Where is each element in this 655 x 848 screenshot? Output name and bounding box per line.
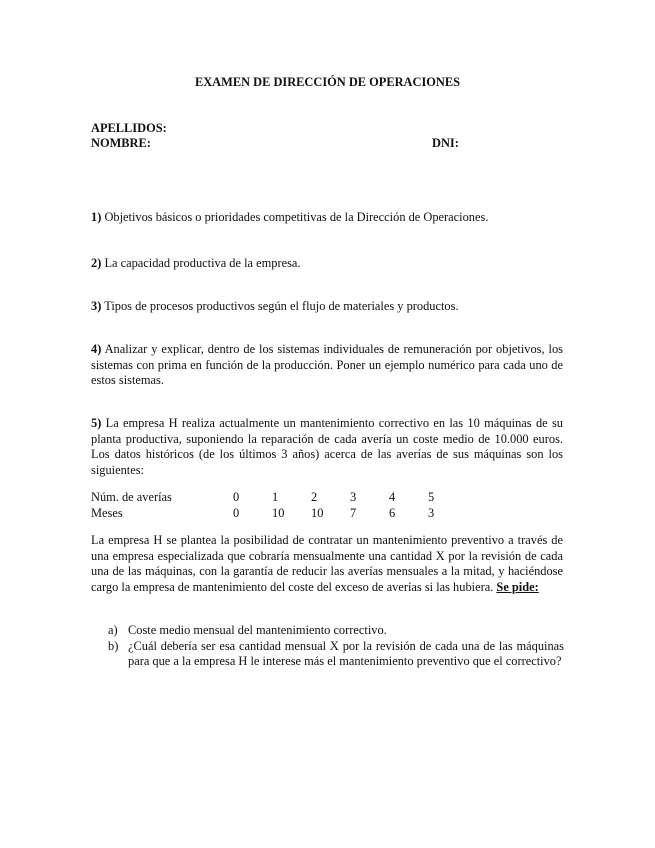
table-cell: 3 bbox=[350, 490, 357, 504]
table-cell: 2 bbox=[311, 490, 318, 504]
row-label: Núm. de averías bbox=[91, 490, 172, 504]
question-4 bbox=[91, 342, 563, 389]
question-number: 4) bbox=[91, 342, 102, 356]
page-title: EXAMEN DE DIRECCIÓN DE OPERACIONES bbox=[194, 75, 461, 89]
table-cell: 0 bbox=[233, 506, 240, 520]
list-item bbox=[108, 623, 564, 639]
table-row bbox=[91, 489, 467, 505]
table-cell: 10 bbox=[272, 506, 285, 520]
nombre-label: NOMBRE: bbox=[91, 136, 151, 150]
list-item-text: ¿Cuál debería ser esa cantidad mensual X por la revisión de cada una de las máquinas para que a la empresa H le interese más el mantenimiento preventivo que el correctivo? bbox=[128, 638, 564, 669]
se-pide-label: Se pide: bbox=[496, 579, 539, 594]
table-row bbox=[91, 505, 467, 521]
question-text: Analizar y explicar, dentro de los sistemas individuales de remuneración por objetivos, los sistemas con prima en función de la producción. Poner un ejemplo numérico para cada uno de estos sistemas. bbox=[91, 342, 563, 388]
question-text: La capacidad productiva de la empresa. bbox=[104, 256, 301, 270]
table-cell: 6 bbox=[389, 506, 396, 520]
apellidos-label: APELLIDOS: bbox=[91, 121, 167, 135]
list-marker: a) bbox=[108, 623, 118, 637]
question-text: La empresa H realiza actualmente un mantenimiento correctivo en las 10 máquinas de su planta productiva, suponiendo la reparación de cada avería un coste medio de 10.000 euros. Los datos históricos (de los últimos 3 años) acerca de las averías de sus máquinas son los siguientes: bbox=[91, 416, 563, 477]
table-cell: 4 bbox=[389, 490, 396, 504]
followup-text: La empresa H se plantea la posibilidad de contratar un mantenimiento preventivo a través de una empresa especializada que cobraría mensualmente una cantidad X por la revisión de cada una de las máquinas, con la garantía de reducir las averías mensuales a la mitad, y haciéndose cargo la empresa de mantenimiento del coste del exceso de averías si las hubiera. bbox=[91, 533, 563, 594]
row-label: Meses bbox=[91, 506, 123, 520]
table-cell: 7 bbox=[350, 506, 357, 520]
breakdown-table bbox=[91, 489, 467, 521]
question-number: 3) bbox=[91, 299, 102, 313]
question-number: 2) bbox=[91, 256, 102, 270]
table-cell: 5 bbox=[428, 490, 435, 504]
table-cell: 3 bbox=[428, 506, 435, 520]
table-cell: 10 bbox=[311, 506, 324, 520]
dni-label: DNI: bbox=[432, 136, 459, 150]
question-number: 1) bbox=[91, 210, 102, 224]
table-cell: 0 bbox=[233, 490, 240, 504]
list-item-text: Coste medio mensual del mantenimiento correctivo. bbox=[128, 623, 387, 637]
question-5 bbox=[91, 416, 563, 478]
list-marker: b) bbox=[108, 638, 119, 653]
question-3 bbox=[91, 299, 563, 315]
question-text: Tipos de procesos productivos según el flujo de materiales y productos. bbox=[104, 299, 459, 313]
list-item bbox=[108, 639, 564, 670]
table-cell: 1 bbox=[272, 490, 279, 504]
question-text: Objetivos básicos o prioridades competitivas de la Dirección de Operaciones. bbox=[104, 210, 489, 224]
question-5-followup bbox=[91, 533, 563, 595]
question-number: 5) bbox=[91, 416, 102, 430]
subquestion-list bbox=[108, 623, 564, 670]
question-1 bbox=[91, 210, 563, 226]
question-2 bbox=[91, 256, 563, 272]
